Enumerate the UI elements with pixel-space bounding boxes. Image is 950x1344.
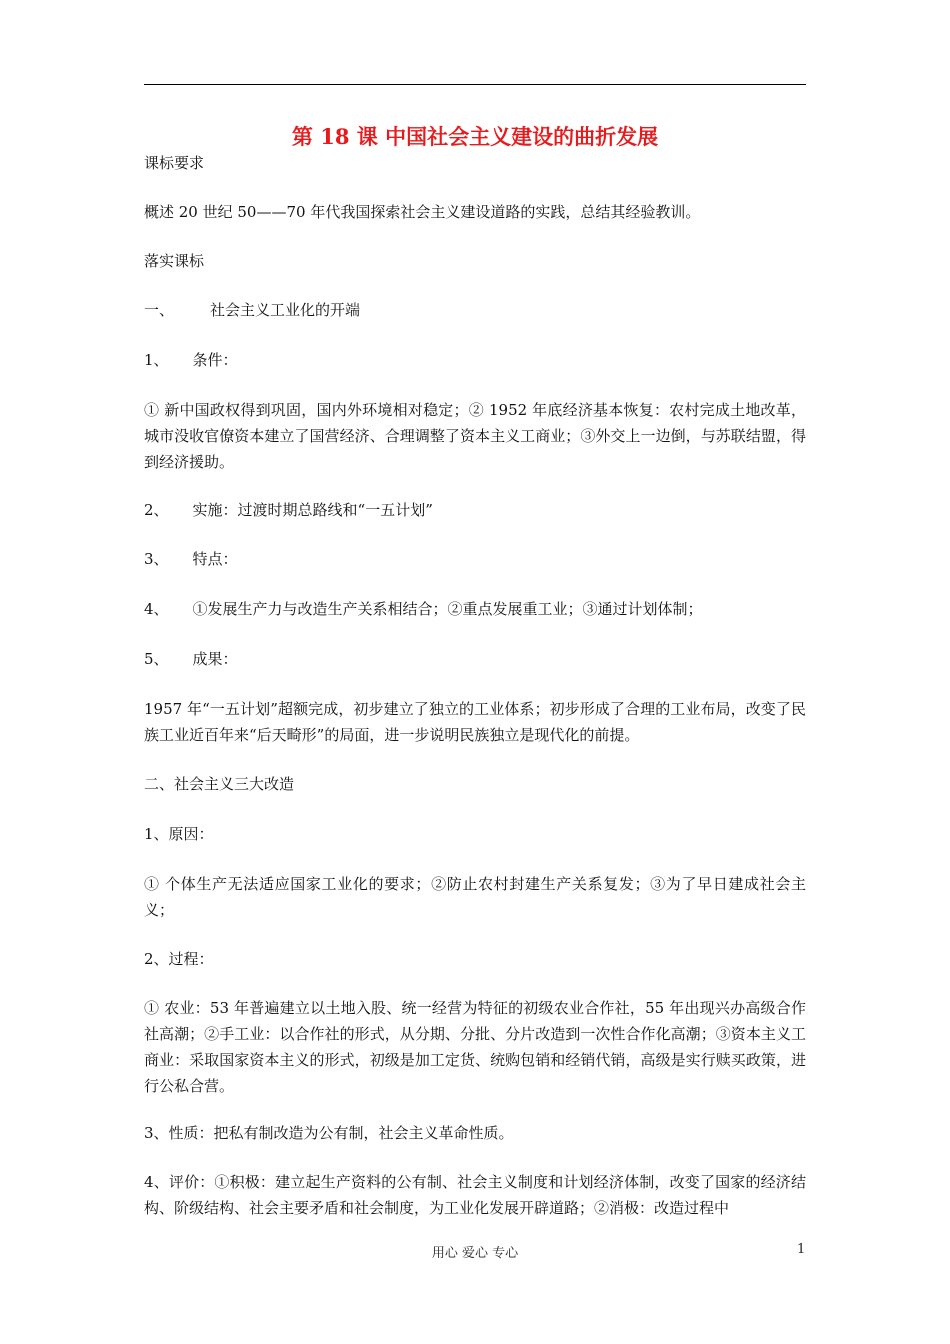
- page-number: 1: [797, 1242, 806, 1257]
- process-heading: 2、过程：: [144, 950, 214, 968]
- conditions-paragraph: ① 新中国政权得到巩固，国内外环境相对稳定；② 1952 年底经济基本恢复：农村完成土地改革，城市没收官僚资本建立了国营经济、合理调整了资本主义工商业；③外交上一边倒，与苏联结盟，得到经济援助。: [144, 401, 806, 471]
- section-1-title: 社会主义工业化的开端: [210, 301, 361, 319]
- item-5-number: 5、: [144, 650, 169, 668]
- item-3-heading: [144, 546, 238, 572]
- item-2-heading: [144, 497, 433, 523]
- item-3-number: 3、: [144, 550, 169, 568]
- item-4-number: 4、: [144, 600, 169, 618]
- item-3-label: 特点：: [192, 550, 238, 568]
- item-5-label: 成果：: [192, 650, 238, 668]
- lesson-title: 第 18 课 中国社会主义建设的曲折发展: [291, 124, 659, 149]
- nature-line: 3、性质：把私有制改造为公有制，社会主义革命性质。: [144, 1124, 514, 1142]
- item-2-number: 2、: [144, 501, 169, 519]
- item-1-number: 1、: [144, 351, 169, 369]
- section-2-heading: 二、社会主义三大改造: [144, 775, 295, 793]
- standard-text: 概述 20 世纪 50——70 年代我国探索社会主义建设道路的实践，总结其经验教训。: [144, 203, 701, 221]
- section-1-number: 一、: [144, 301, 175, 319]
- header-rule: [144, 84, 806, 85]
- reason-paragraph: ① 个体生产无法适应国家工业化的要求；②防止农村封建生产关系复发；③为了早日建成社会主义；: [144, 875, 806, 919]
- heading-standard: 课标要求: [144, 154, 205, 172]
- item-1-label: 条件：: [192, 351, 238, 369]
- results-paragraph: 1957 年“一五计划”超额完成，初步建立了独立的工业体系；初步形成了合理的工业布局，改变了民族工业近百年来“后天畸形”的局面，进一步说明民族独立是现代化的前提。: [144, 700, 806, 744]
- heading-implement: 落实课标: [144, 252, 205, 270]
- item-4-heading: [144, 596, 703, 622]
- item-4-label: ①发展生产力与改造生产关系相结合；②重点发展重工业；③通过计划体制；: [192, 600, 703, 618]
- item-1-heading: [144, 347, 238, 373]
- reason-heading: 1、原因：: [144, 825, 214, 843]
- evaluation-paragraph: 4、评价：①积极：建立起生产资料的公有制、社会主义制度和计划经济体制，改变了国家的经济结构、阶级结构、社会主要矛盾和社会制度，为工业化发展开辟道路；②消极：改造过程中: [144, 1173, 806, 1217]
- section-1-heading: [144, 297, 360, 323]
- process-paragraph: ① 农业：53 年普遍建立以土地入股、统一经营为特征的初级农业合作社，55 年出现兴办高级合作社高潮；②手工业：以合作社的形式，从分期、分批、分片改造到一次性合作化高潮；③资本主义工商业：采取国家资本主义的形式，初级是加工定货、统购包销和经销代销，高级是实行赎买政策，进行公私合营。: [144, 999, 806, 1095]
- item-2-label: 实施：过渡时期总路线和“一五计划”: [192, 501, 433, 519]
- item-5-heading: [144, 646, 238, 672]
- footer-slogan: 用心 爱心 专心: [431, 1246, 519, 1261]
